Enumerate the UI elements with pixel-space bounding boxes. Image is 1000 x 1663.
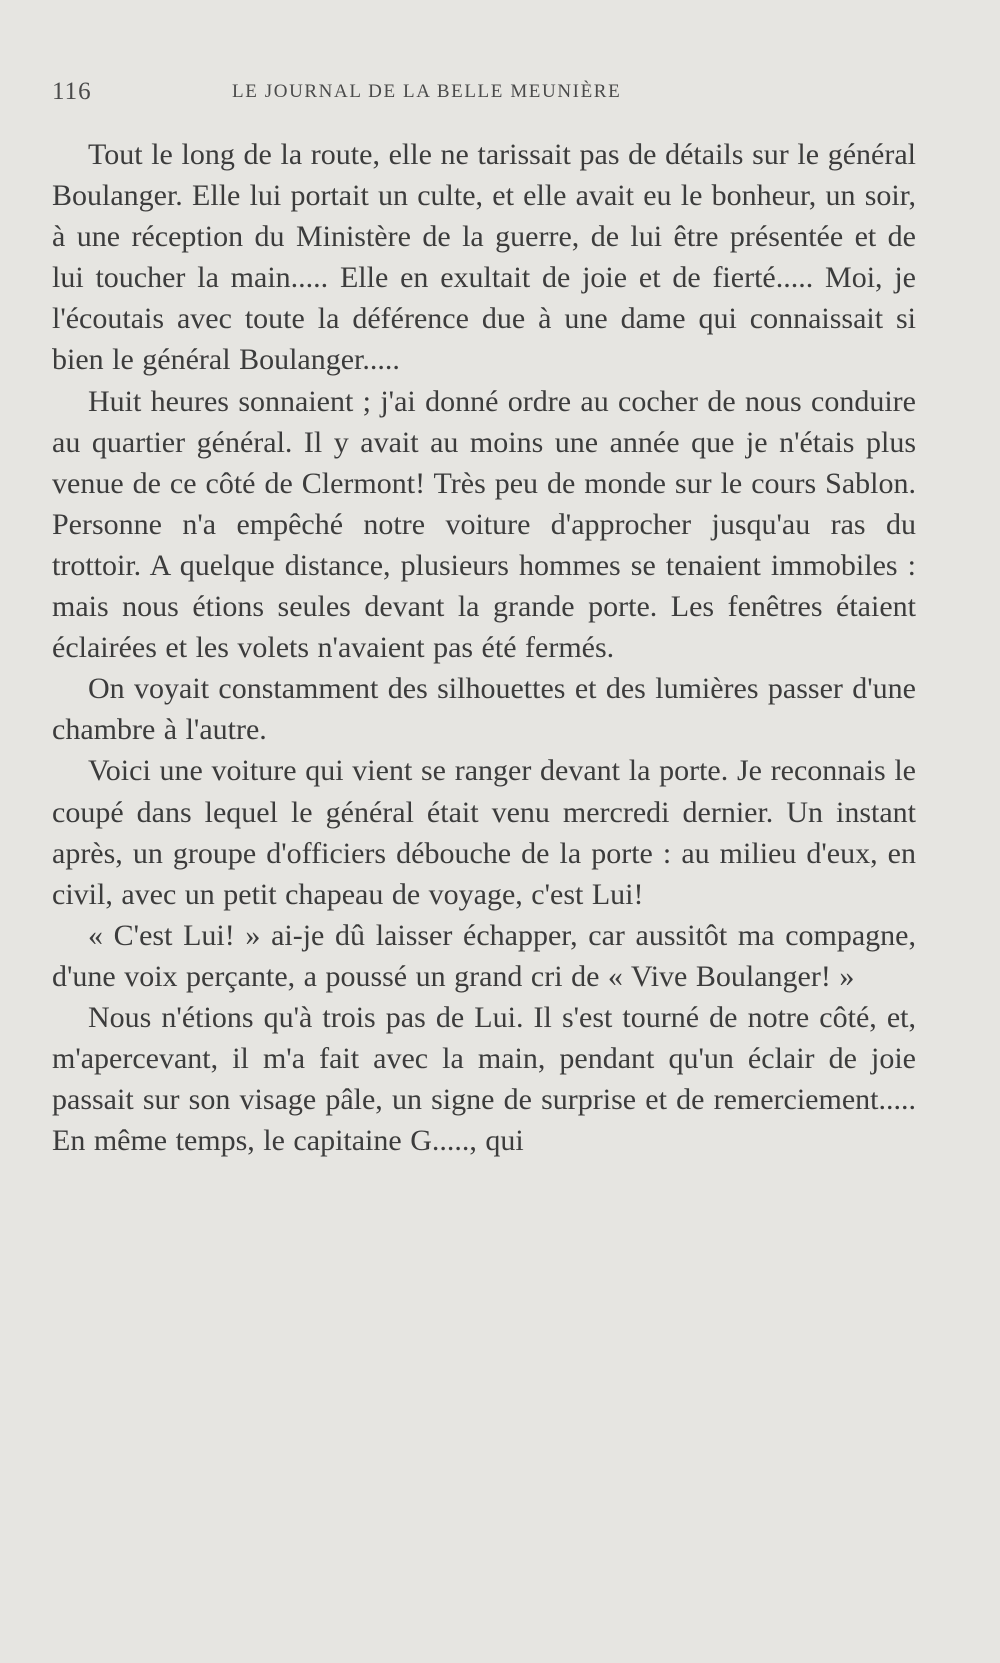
running-head (52, 78, 932, 108)
paragraph: Nous n'étions qu'à trois pas de Lui. Il s'est tourné de notre côté, et, m'apercevant, il m'a fait avec la main, pendant qu'un éclair de joie passait sur son visage pâle, un signe de surprise et de remerciement..... En même temps, le capitaine G....., qui (52, 1000, 916, 1158)
paragraph: On voyait constamment des silhouettes et des lumières passer d'une chambre à l'autre. (52, 672, 916, 747)
paragraph: Tout le long de la route, elle ne tarissait pas de détails sur le général Boulanger. Elle lui portait un culte, et elle avait eu le bonheur, un soir, à une réception du Ministère de la guerre, de lui être présentée et de lui toucher la main..... Elle en exultait de joie et de fierté..... Moi, je l'écoutais avec toute la déférence due à une dame qui connaissait si bien le général Boulanger..... (52, 138, 916, 377)
running-title: LE JOURNAL DE LA BELLE MEUNIÈRE (232, 81, 622, 102)
paragraph: Huit heures sonnaient ; j'ai donné ordre au cocher de nous conduire au quartier général. Il y avait au moins une année que je n'étais plus venue de ce côté de Clermont! Très peu de monde sur le cours Sablon. Personne n'a empêché notre voiture d'approcher jusqu'au ras du trottoir. A quelque distance, plusieurs hommes se tenaient immobiles : mais nous étions seules devant la grande porte. Les fenêtres étaient éclairées et les volets n'avaient pas été fermés. (52, 384, 916, 665)
body-text (52, 134, 916, 1161)
page-number: 116 (52, 78, 92, 105)
paragraph: Voici une voiture qui vient se ranger devant la porte. Je reconnais le coupé dans lequel le général était venu mercredi dernier. Un instant après, un groupe d'officiers débouche de la porte : au milieu d'eux, en civil, avec un petit chapeau de voyage, c'est Lui! (52, 754, 916, 911)
paragraph: « C'est Lui! » ai-je dû laisser échapper, car aussitôt ma compagne, d'une voix perçante, a poussé un grand cri de « Vive Boulanger! » (52, 918, 916, 993)
